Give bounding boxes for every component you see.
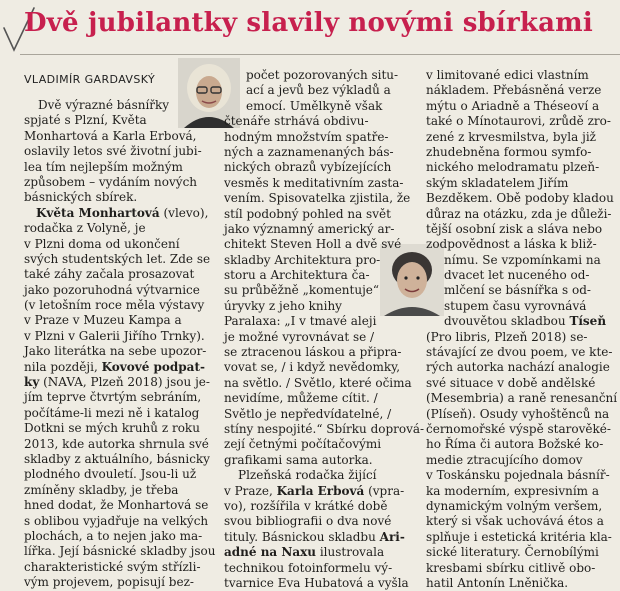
col1-line: skladby z aktuálního, básnicky <box>24 451 210 466</box>
col3-line: zené z krvesmilstva, byla již <box>426 129 596 144</box>
bold-title-text: Květa Monhartová <box>36 205 160 220</box>
col1-line: 2013, kde autorka shrnula své <box>24 436 209 451</box>
col3-line: nímu. Se vzpomínkami na <box>444 252 601 267</box>
bold-title-text: Ari- <box>379 529 405 544</box>
text-column-3 <box>426 68 618 591</box>
col2-line: vovat se, / i když nevědomky, <box>224 360 401 375</box>
col3-line: který si však uchovává étos a <box>426 514 604 529</box>
col1-line: jím teprve čtvrtým sebráním, <box>24 390 202 405</box>
col1-line: také záhy začala prosazovat <box>24 267 195 282</box>
col2-line: nevidíme, můžeme cítit. / <box>224 391 378 406</box>
col2-line: vesměs k meditativním zasta- <box>224 175 404 190</box>
col2-line: storu a Architektura ča- <box>224 268 370 283</box>
col3-line: zhudebněna formou symfo- <box>426 144 592 159</box>
col3-line: důraz na otázku, zda je důleži- <box>426 206 612 221</box>
headline-divider <box>20 54 620 55</box>
col2-line: na světlo. / Světlo, které očima <box>224 375 412 390</box>
col1-line: (v letošním roce měla výstavy <box>24 298 205 313</box>
col3-line: medie ztracujícího domov <box>426 452 583 467</box>
col1-line: vým projevem, popisují bez- <box>24 575 194 590</box>
col1-line: ky (NAVA, Plzeň 2018) jsou je- <box>24 375 210 390</box>
col2-line: zejí četnými počítačovými <box>224 437 382 452</box>
col2-line: nických obrazů vybízejících <box>224 160 392 175</box>
col1-line: plodného dvouletí. Jsou-li už <box>24 467 197 482</box>
col2-line: čtenáře strhává obdivu- <box>224 114 369 129</box>
col1-line: rodačka z Volyně, je <box>24 221 146 236</box>
col2-line: jako významný americký ar- <box>224 221 395 236</box>
col2-line: grafikami sama autorka. <box>224 452 373 467</box>
col1-line: Monhartová a Karla Erbová, <box>24 128 197 143</box>
col1-line: charakteristické svým střízli- <box>24 559 201 574</box>
col2-line: svou bibliografii o dva nové <box>224 514 392 529</box>
col1-line: plochách, a to nejen jako ma- <box>24 528 203 543</box>
col3-line: (Plíseň). Osudy vyhoštěnců na <box>426 406 610 421</box>
col3-line: své situace v době andělské <box>426 375 596 390</box>
col3-line: také o Mínotaurovi, zrůdě zro- <box>426 114 611 129</box>
col1-line: v Plzni doma od ukončení <box>24 236 180 251</box>
col2-line: vením. Spisovatelka zjistila, že <box>224 191 411 206</box>
col1-line: jako pozoruhodná výtvarnice <box>24 282 200 297</box>
col2-line: ací a jevů bez výkladů a <box>246 83 391 98</box>
col1-line: Dvě výrazné básnířky <box>38 98 170 112</box>
col3-line: nákladem. Přebásněná verze <box>426 83 602 98</box>
col2-line: emocí. Umělkyně však <box>246 98 383 113</box>
col1-line: spjaté s Plzní, Květa <box>24 113 147 128</box>
col2-line: stíl podobný pohled na svět <box>224 206 391 221</box>
text-column-2 <box>224 68 425 591</box>
col3-line: rých autorka nachází analogie <box>426 360 610 375</box>
col3-line: stávající ze dvou poem, ve kte- <box>426 345 613 360</box>
col3-line: kresbami sbírku citlivě obo- <box>426 560 596 575</box>
col3-line: v Toskánsku pojednala básníř- <box>426 468 610 483</box>
col1-line: básnických sbírek. <box>24 190 138 205</box>
bold-title-text: adné na Naxu <box>224 545 317 560</box>
col3-line: nického melodramatu plzeň- <box>426 160 600 175</box>
col2-line: adné na Naxu ilustrovala <box>224 545 385 560</box>
col1-line: s oblibou vyjadřuje na velkých <box>24 513 209 528</box>
col3-line: zodpovědnost a láska k bliž- <box>426 237 597 252</box>
col3-line: ka moderním, expresivním a <box>426 483 600 498</box>
col2-line: hodným množstvím spatře- <box>224 129 389 144</box>
col1-line: svých studentských let. Zde se <box>24 251 211 266</box>
col1-line: zmíněny skladby, je třeba <box>24 482 179 497</box>
col1-line: v Praze v Muzeu Kampa a <box>24 313 182 328</box>
byline: VLADIMÍR GARDAVSKÝ <box>24 73 156 86</box>
col1-line: Dotkni se mých kruhů z roku <box>24 421 200 436</box>
col2-line: Paralaxa: „I v tmavé aleji <box>224 314 377 329</box>
text-column-1 <box>24 98 216 591</box>
col2-line: ných a zaznamenaných bás- <box>224 144 394 159</box>
col1-line: Jako literátka na sebe upozor- <box>24 344 207 359</box>
col3-line: sické literatury. Černobílými <box>426 545 599 560</box>
col1-line: počítáme-li mezi ně i katalog <box>24 405 200 420</box>
article-headline: Dvě jubilantky slavily novými sbírkami <box>24 8 593 38</box>
col2-line: v Praze, Karla Erbová (vpra- <box>224 483 405 498</box>
bold-title-text: Karla Erbová <box>276 483 365 498</box>
col1-line: lea tím nejlepším možným <box>24 159 183 174</box>
col2-line: su průběžně „komentuje“ <box>224 283 380 298</box>
col3-line: černomořské výspě starověké- <box>426 421 611 436</box>
col3-line: v limitované edici vlastním <box>426 68 589 82</box>
col3-line: mlčení se básnířka s od- <box>444 283 591 298</box>
col2-line: úryvky z jeho knihy <box>224 298 342 313</box>
col2-line: Světlo je nepředvídatelné, / <box>224 406 392 421</box>
bold-title-text: Tíseň <box>569 314 607 329</box>
col2-line: stíny nespojité.“ Sbírku doprová- <box>224 421 425 436</box>
col2-line: tvarnice Eva Hubatová a vyšla <box>224 575 409 590</box>
col2-line: skladby Architektura pro- <box>224 252 381 267</box>
col2-line: tituly. Básnickou skladbu Ari- <box>224 529 405 544</box>
col3-line: splňuje i estetická kritéria kla- <box>426 529 612 544</box>
col2-line: chitekt Steven Holl a dvě své <box>224 237 402 252</box>
col3-line: mýtu o Ariadně a Théseoví a <box>426 98 600 113</box>
col1-line: způsobem – vydáním nových <box>24 174 198 189</box>
col3-line: dynamickým volným veršem, <box>426 498 603 513</box>
col3-line: tější osobní zisk a sláva nebo <box>426 221 603 236</box>
col3-line: (Pro libris, Plzeň 2018) se- <box>426 329 588 344</box>
bold-title-text: ky <box>24 375 40 390</box>
col2-line: počet pozorovaných situ- <box>246 68 399 82</box>
col2-line: Plzeňská rodačka žijící <box>238 468 377 483</box>
col3-line: Bezděkem. Obě podoby kladou <box>426 191 614 206</box>
col2-line: vo), rozšířila v krátké době <box>224 498 388 513</box>
col2-line: technikou fotoinformelu vý- <box>224 560 393 575</box>
col3-line: dvouvětou skladbou Tíseň <box>444 314 607 329</box>
col1-line: nila později, Kovové podpat- <box>24 359 205 374</box>
col3-line: ským skladatelem Jiřím <box>426 175 569 190</box>
col2-line: je možné vyrovnávat se / <box>224 329 375 344</box>
col3-line: hatil Antonín Lněnička. <box>426 575 569 590</box>
col1-line: oslavily letos své životní jubi- <box>24 144 202 159</box>
col1-line: lířka. Její básnické skladby jsou <box>24 544 216 559</box>
col1-line: hned dodat, že Monhartová se <box>24 498 209 513</box>
col2-line: se ztracenou láskou a připra- <box>224 345 402 360</box>
col1-line: Květa Monhartová (vlevo), <box>36 205 209 220</box>
col1-line: v Plzni v Galerii Jiřího Trnky). <box>24 328 205 343</box>
bold-title-text: Kovové podpat- <box>101 359 205 374</box>
col3-line: stupem času vyrovnává <box>444 298 587 313</box>
col3-line: ho Říma či autora Božské ko- <box>426 437 604 452</box>
col3-line: (Mesembria) a raně renesanční <box>426 391 618 406</box>
col3-line: dvacet let nuceného od- <box>444 268 590 283</box>
